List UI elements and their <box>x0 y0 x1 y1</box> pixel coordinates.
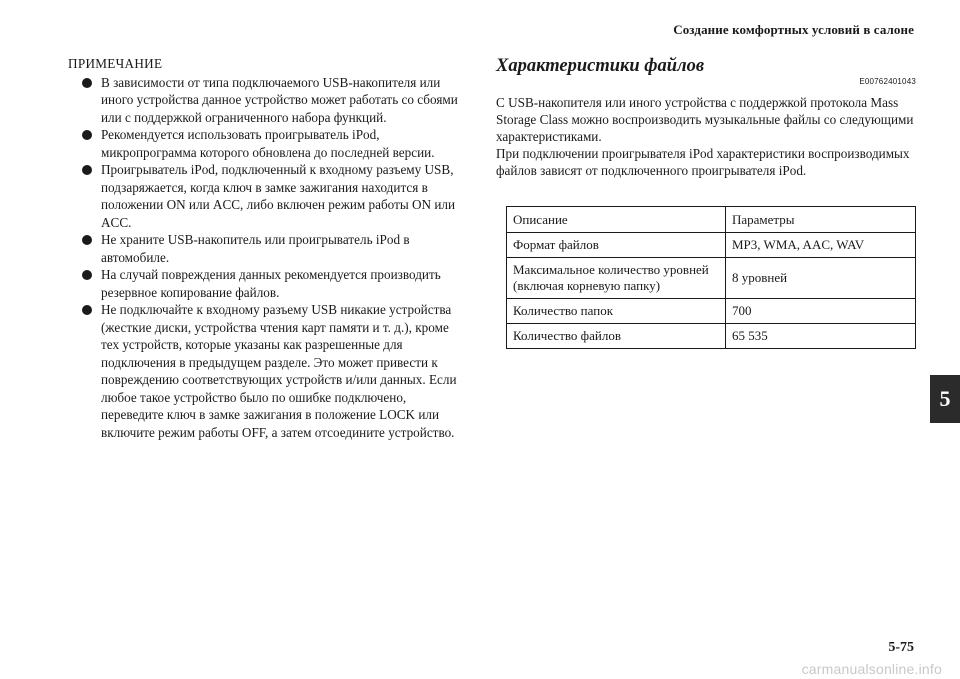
note-item-text: В зависимости от типа подключаемого USB-накопителя или иного устройства данное устройство может работать со сбоями или с поддержкой ограниченного набора функций. <box>101 74 458 125</box>
bullet-icon <box>82 130 92 140</box>
table-cell: MP3, WMA, AAC, WAV <box>726 233 916 258</box>
table-cell: Количество папок <box>507 299 726 324</box>
note-item <box>68 301 468 441</box>
note-item <box>68 126 468 161</box>
table-row <box>507 299 916 324</box>
table-cell: 700 <box>726 299 916 324</box>
note-item-text: Проигрыватель iPod, подключенный к входному разъему USB, подзаряжается, когда ключ в замке зажигания находится в положении ON или ACC, либо включен режим работы ON или ACC. <box>101 162 456 230</box>
table-row <box>507 258 916 299</box>
table-cell: 65 535 <box>726 324 916 349</box>
file-spec-table <box>506 206 916 349</box>
note-item <box>68 231 468 266</box>
running-header: Создание комфортных условий в салоне <box>673 22 914 37</box>
body-paragraph: С USB-накопителя или иного устройства с поддержкой протокола Mass Storage Class можно воспроизводить музыкальные файлы со следующими характеристиками. <box>496 95 914 144</box>
note-item-text: Не подключайте к входному разъему USB никакие устройства (жесткие диски, устройства чтения карт памяти и т. д.), кроме тех устройств, которые указаны как разрешенные для подключения в предыдущем разделе. Это может привести к повреждению соответствующих устройств и/или данных. Если любое такое устройство было по ошибке подключено, переведите ключ в замке зажигания в положение LOCK или включите режим работы OFF, а затем отсоедините устройство. <box>101 302 457 440</box>
note-title: ПРИМЕЧАНИЕ <box>68 56 163 71</box>
table-cell: Максимальное количество уровней (включая корневую папку) <box>507 258 726 299</box>
note-item-text: Не храните USB-накопитель или проигрыватель iPod в автомобиле. <box>101 232 410 265</box>
bullet-icon <box>82 305 92 315</box>
section-body <box>496 94 916 179</box>
table-header-cell: Описание <box>507 207 726 233</box>
bullet-icon <box>82 165 92 175</box>
table-cell: Количество файлов <box>507 324 726 349</box>
watermark: carmanualsonline.info <box>801 661 942 677</box>
note-item <box>68 74 468 127</box>
table-header-cell: Параметры <box>726 207 916 233</box>
bullet-icon <box>82 235 92 245</box>
table-cell: Формат файлов <box>507 233 726 258</box>
table-row <box>507 233 916 258</box>
note-item <box>68 266 468 301</box>
note-column <box>68 55 468 441</box>
section-column <box>496 55 916 179</box>
table-cell: 8 уровней <box>726 258 916 299</box>
note-list <box>68 74 468 442</box>
bullet-icon <box>82 270 92 280</box>
table-row <box>507 324 916 349</box>
bullet-icon <box>82 78 92 88</box>
note-item-text: На случай повреждения данных рекомендуется производить резервное копирование файлов. <box>101 267 441 300</box>
note-item <box>68 161 468 231</box>
page-number: 5-75 <box>888 640 914 655</box>
body-paragraph: При подключении проигрывателя iPod характеристики воспроизводимых файлов зависят от подключенного проигрывателя iPod. <box>496 146 910 178</box>
table-header-row <box>507 207 916 233</box>
section-code: E00762401043 <box>859 77 916 86</box>
chapter-tab: 5 <box>930 375 960 423</box>
note-item-text: Рекомендуется использовать проигрыватель iPod, микропрограмма которого обновлена до последней версии. <box>101 127 435 160</box>
section-title: Характеристики файлов <box>496 56 705 76</box>
